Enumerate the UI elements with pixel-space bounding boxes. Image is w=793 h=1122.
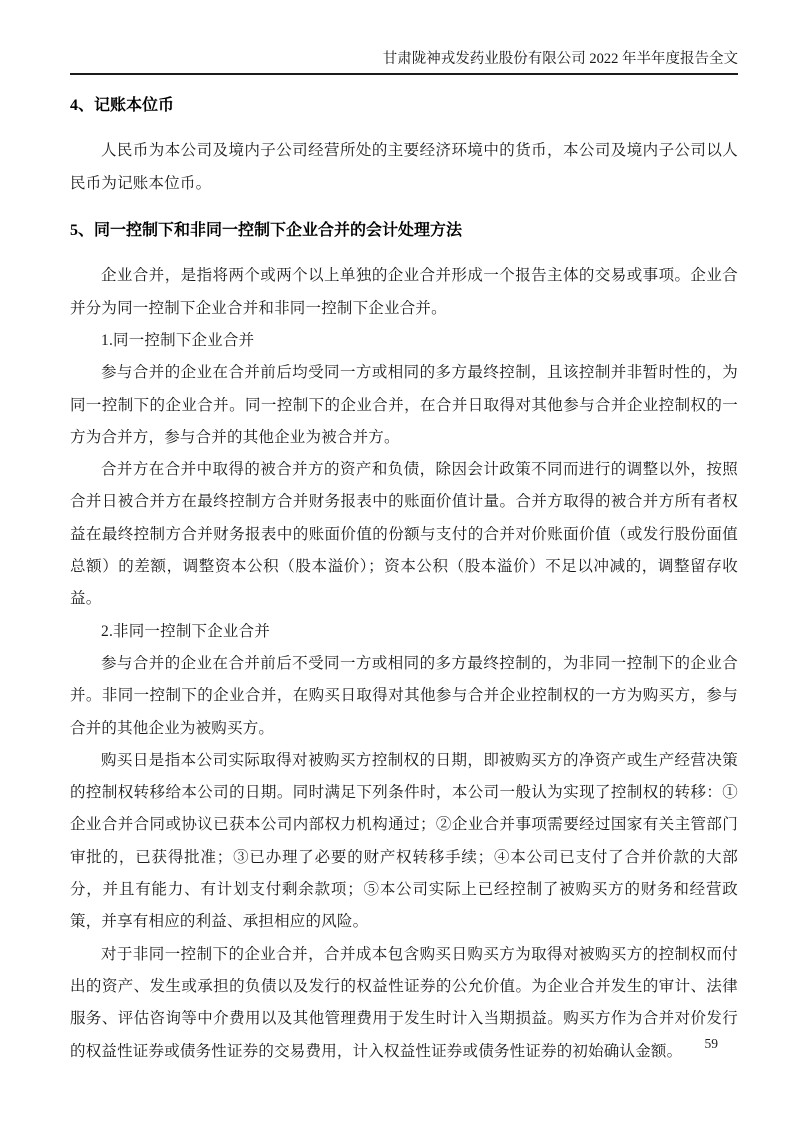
paragraph-purchase-date-conditions: 购买日是指本公司实际取得对被购买方控制权的日期，即被购买方的净资产或生产经营决策的控制权转移给本公司的日期。同时满足下列条件时，本公司一般认为实现了控制权的转移：①企业合并合同或协议已获本公司内部权力机构通过；②企业合并事项需要经过国家有关主管部门审批的，已获得批准；③已办理了必要的财产权转移手续；④本公司已支付了合并价款的大部分，并且有能力、有计划支付剩余款项；⑤本公司实际上已经控制了被购买方的财务和经营政策，并享有相应的利益、承担相应的风险。 bbox=[70, 751, 738, 931]
page-header bbox=[70, 0, 738, 73]
paragraph-business-combination-definition: 企业合并，是指将两个或两个以上单独的企业合并形成一个报告主体的交易或事项。企业合并分为同一控制下企业合并和非同一控制下企业合并。 bbox=[70, 267, 738, 317]
subheading-same-control-combination: 1.同一控制下企业合并 bbox=[101, 332, 255, 349]
section-heading-accounting-currency: 4、记账本位币 bbox=[70, 97, 175, 114]
paragraph-combination-cost: 对于非同一控制下的企业合并，合并成本包含购买日购买方为取得对被购买方的控制权而付出的资产、发生或承担的负债以及发行的权益性证券的公允价值。为企业合并发生的审计、法律服务、评估咨询等中介费用以及其他管理费用于发生时计入当期损益。购买方作为合并对价发行的权益性证券或债务性证券的交易费用，计入权益性证券或债务性证券的初始确认金额。 bbox=[70, 945, 738, 1060]
paragraph-accounting-currency: 人民币为本公司及境内子公司经营所处的主要经济环境中的货币，本公司及境内子公司以人民币为记账本位币。 bbox=[70, 142, 738, 192]
subheading-non-same-control-combination: 2.非同一控制下企业合并 bbox=[101, 622, 271, 640]
paragraph-same-control-definition: 参与合并的企业在合并前后均受同一方或相同的多方最终控制，且该控制并非暂时性的，为同一控制下的企业合并。同一控制下的企业合并，在合并日取得对其他参与合并企业控制权的一方为合并方，参与合并的其他企业为被合并方。 bbox=[70, 364, 738, 446]
paragraph-same-control-measurement: 合并方在合并中取得的被合并方的资产和负债，除因会计政策不同而进行的调整以外，按照合并日被合并方在最终控制方合并财务报表中的账面价值计量。合并方取得的被合并方所有者权益在最终控制方合并财务报表中的账面价值的份额与支付的合并对价账面价值（或发行股份面值总额）的差额，调整资本公积（股本溢价）；资本公积（股本溢价）不足以冲减的，调整留存收益。 bbox=[70, 461, 738, 608]
header-divider bbox=[70, 73, 738, 75]
page-number: 59 bbox=[704, 1036, 718, 1051]
paragraph-non-same-control-definition: 参与合并的企业在合并前后不受同一方或相同的多方最终控制的，为非同一控制下的企业合并。非同一控制下的企业合并，在购买日取得对其他参与合并企业控制权的一方为购买方，参与合并的其他企业为被购买方。 bbox=[70, 654, 738, 737]
page-content bbox=[70, 0, 738, 1068]
section-heading-business-combination: 5、同一控制下和非同一控制下企业合并的会计处理方法 bbox=[70, 222, 463, 239]
report-header-title: 甘肃陇神戎发药业股份有限公司 2022 年半年度报告全文 bbox=[382, 51, 738, 67]
